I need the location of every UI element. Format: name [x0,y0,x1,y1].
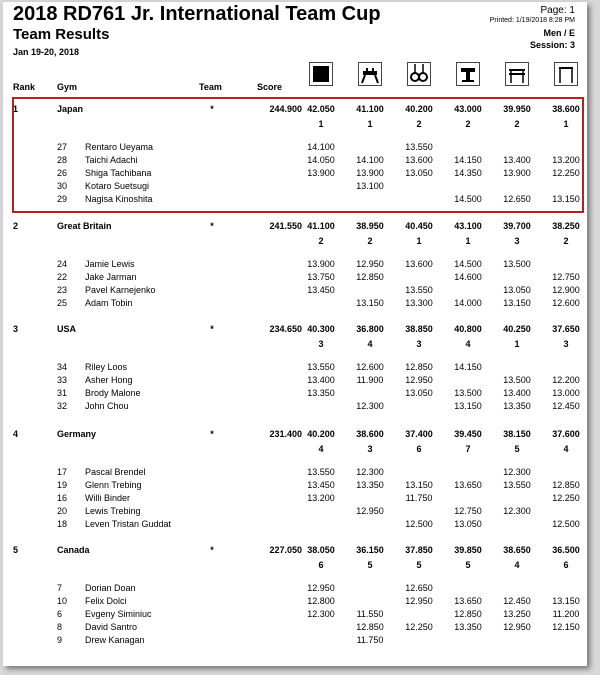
team-event-rank: 1 [563,119,569,129]
athlete-name: Pavel Karnejenko [85,285,156,295]
athlete-event-score: 14.100 [307,142,335,152]
athlete-event-score: 14.150 [454,155,482,165]
floor-exercise-icon [309,62,333,86]
athlete-event-score: 13.550 [307,467,335,477]
athlete-event-score: 13.550 [405,285,433,295]
team-event-rank: 4 [318,444,324,454]
athlete-event-score: 11.750 [405,493,433,503]
team-event-score: 40.250 [503,324,531,334]
athlete-event-score: 13.500 [454,388,482,398]
athlete-event-score: 12.300 [503,506,531,516]
athlete-event-score: 14.500 [454,194,482,204]
team-event-rank: 3 [563,339,569,349]
athlete-event-score: 13.050 [454,519,482,529]
athlete-number: 20 [57,506,68,516]
vault-icon [456,62,480,86]
athlete-event-score: 13.400 [307,375,335,385]
team-event-rank: 4 [563,444,569,454]
athlete-name: David Santro [85,622,138,632]
athlete-event-score: 13.500 [503,259,531,269]
athlete-event-score: 13.350 [307,388,335,398]
athlete-event-score: 12.900 [552,285,580,295]
athlete-number: 30 [57,181,68,191]
athlete-number: 24 [57,259,68,269]
team-event-rank: 5 [465,560,471,570]
athlete-event-score: 12.300 [356,401,384,411]
athlete-event-score: 12.600 [356,362,384,372]
athlete-event-score: 13.150 [405,480,433,490]
athlete-number: 29 [57,194,68,204]
athlete-event-score: 12.950 [307,583,335,593]
team-event-score: 37.650 [552,324,580,334]
athlete-name: Felix Dolci [85,596,127,606]
team-event-score: 39.700 [503,221,531,231]
team-column-header: Team [199,82,222,92]
team-event-rank: 2 [465,119,471,129]
team-name: Japan [57,104,84,114]
athlete-event-score: 13.550 [503,480,531,490]
team-event-rank: 6 [416,444,422,454]
team-event-rank: 2 [367,236,373,246]
team-event-rank: 3 [367,444,373,454]
athlete-name: Evgeny Siminiuc [85,609,152,619]
highlight-box [12,97,584,213]
athlete-number: 26 [57,168,68,178]
team-rank: 4 [13,429,19,439]
team-total-score: 227.050 [269,545,302,555]
athlete-event-score: 12.500 [552,519,580,529]
athlete-name: Adam Tobin [85,298,133,308]
team-total-score: 231.400 [269,429,302,439]
athlete-event-score: 11.750 [356,635,384,645]
athlete-event-score: 12.650 [405,583,433,593]
printed-timestamp: Printed: 1/19/2018 8:28 PM [489,17,575,24]
athlete-name: Jake Jarman [85,272,137,282]
team-event-score: 38.950 [356,221,384,231]
team-total-score: 241.550 [269,221,302,231]
athlete-event-score: 12.200 [552,375,580,385]
team-event-score: 37.400 [405,429,433,439]
athlete-event-score: 12.250 [552,168,580,178]
athlete-event-score: 12.850 [454,609,482,619]
athlete-event-score: 12.750 [552,272,580,282]
athlete-event-score: 12.800 [307,596,335,606]
athlete-number: 10 [57,596,68,606]
team-event-rank: 4 [465,339,471,349]
athlete-event-score: 12.850 [356,272,384,282]
athlete-name: Riley Loos [85,362,128,372]
rank-column-header: Rank [13,82,36,92]
athlete-event-score: 13.600 [405,155,433,165]
athlete-event-score: 14.100 [356,155,384,165]
athlete-number: 16 [57,493,68,503]
athlete-name: Dorian Doan [85,583,136,593]
athlete-event-score: 13.350 [454,622,482,632]
team-event-rank: 3 [318,339,324,349]
team-event-rank: 2 [563,236,569,246]
team-event-rank: 1 [465,236,471,246]
athlete-number: 32 [57,401,68,411]
team-event-rank: 3 [514,236,520,246]
athlete-event-score: 13.450 [307,480,335,490]
athlete-event-score: 14.150 [454,362,482,372]
athlete-event-score: 11.550 [356,609,384,619]
athlete-event-score: 13.200 [552,155,580,165]
athlete-event-score: 13.550 [307,362,335,372]
team-event-rank: 6 [563,560,569,570]
team-event-score: 40.800 [454,324,482,334]
team-event-rank: 2 [416,119,422,129]
athlete-event-score: 13.750 [307,272,335,282]
athlete-number: 9 [57,635,63,645]
team-event-rank: 2 [318,236,324,246]
athlete-number: 7 [57,583,63,593]
athlete-event-score: 14.600 [454,272,482,282]
team-event-score: 37.850 [405,545,433,555]
gym-column-header: Gym [57,82,78,92]
team-event-score: 38.650 [503,545,531,555]
athlete-event-score: 13.050 [405,388,433,398]
athlete-event-score: 12.950 [405,375,433,385]
team-event-rank: 1 [416,236,422,246]
athlete-name: Brody Malone [85,388,141,398]
team-name: Great Britain [57,221,112,231]
athlete-number: 31 [57,388,68,398]
athlete-number: 34 [57,362,68,372]
athlete-event-score: 13.450 [307,285,335,295]
page-title: 2018 RD761 Jr. International Team Cup [13,3,381,25]
athlete-event-score: 13.650 [454,480,482,490]
athlete-event-score: 13.150 [552,596,580,606]
athlete-name: Asher Hong [85,375,133,385]
athlete-event-score: 12.300 [307,609,335,619]
team-flag: * [210,104,214,114]
team-event-rank: 4 [367,339,373,349]
athlete-event-score: 12.850 [405,362,433,372]
athlete-number: 25 [57,298,68,308]
athlete-number: 27 [57,142,68,152]
team-event-score: 37.600 [552,429,580,439]
team-event-rank: 3 [416,339,422,349]
athlete-event-score: 13.400 [503,388,531,398]
athlete-event-score: 12.250 [552,493,580,503]
athlete-name: Kotaro Suetsugi [85,181,150,191]
team-flag: * [210,429,214,439]
athlete-name: Shiga Tachibana [85,168,152,178]
team-event-rank: 5 [416,560,422,570]
team-event-score: 36.150 [356,545,384,555]
athlete-event-score: 12.850 [552,480,580,490]
team-total-score: 234.650 [269,324,302,334]
team-flag: * [210,545,214,555]
team-event-score: 43.000 [454,104,482,114]
team-event-score: 36.500 [552,545,580,555]
athlete-name: Taichi Adachi [85,155,138,165]
team-event-rank: 5 [367,560,373,570]
athlete-event-score: 13.350 [503,401,531,411]
team-flag: * [210,221,214,231]
athlete-event-score: 12.950 [503,622,531,632]
still-rings-icon [407,62,431,86]
team-event-rank: 4 [514,560,520,570]
athlete-event-score: 13.150 [454,401,482,411]
team-event-score: 39.450 [454,429,482,439]
team-event-score: 38.850 [405,324,433,334]
athlete-event-score: 13.600 [405,259,433,269]
athlete-number: 22 [57,272,68,282]
event-dates: Jan 19-20, 2018 [13,47,80,57]
athlete-event-score: 12.850 [356,622,384,632]
athlete-event-score: 13.500 [503,375,531,385]
athlete-name: Drew Kanagan [85,635,145,645]
athlete-number: 23 [57,285,68,295]
athlete-name: Leven Tristan Guddat [85,519,172,529]
athlete-event-score: 13.300 [405,298,433,308]
team-event-score: 42.050 [307,104,335,114]
athlete-event-score: 12.450 [552,401,580,411]
athlete-event-score: 12.500 [405,519,433,529]
athlete-event-score: 13.200 [307,493,335,503]
athlete-number: 19 [57,480,68,490]
athlete-event-score: 13.900 [356,168,384,178]
athlete-event-score: 13.050 [503,285,531,295]
athlete-name: Glenn Trebing [85,480,142,490]
athlete-event-score: 12.950 [405,596,433,606]
team-rank: 5 [13,545,19,555]
team-name: Canada [57,545,90,555]
athlete-event-score: 13.400 [503,155,531,165]
team-rank: 1 [13,104,19,114]
high-bar-icon [554,62,578,86]
team-event-rank: 5 [514,444,520,454]
athlete-event-score: 13.150 [503,298,531,308]
athlete-number: 6 [57,609,63,619]
athlete-event-score: 13.650 [454,596,482,606]
athlete-name: Jamie Lewis [85,259,135,269]
team-event-rank: 6 [318,560,324,570]
team-rank: 2 [13,221,19,231]
athlete-name: Nagisa Kinoshita [85,194,153,204]
athlete-name: John Chou [85,401,129,411]
athlete-name: Lewis Trebing [85,506,141,516]
athlete-event-score: 13.100 [356,181,384,191]
athlete-event-score: 12.750 [454,506,482,516]
athlete-number: 28 [57,155,68,165]
athlete-event-score: 12.450 [503,596,531,606]
team-event-score: 40.450 [405,221,433,231]
team-event-score: 36.800 [356,324,384,334]
score-column-header: Score [257,82,283,92]
athlete-event-score: 13.900 [307,168,335,178]
team-event-score: 41.100 [307,221,335,231]
team-event-score: 38.600 [552,104,580,114]
team-event-score: 43.100 [454,221,482,231]
athlete-event-score: 13.900 [307,259,335,269]
team-event-score: 38.600 [356,429,384,439]
team-name: USA [57,324,77,334]
athlete-event-score: 14.350 [454,168,482,178]
athlete-event-score: 12.300 [356,467,384,477]
athlete-name: Pascal Brendel [85,467,146,477]
athlete-event-score: 12.300 [503,467,531,477]
athlete-event-score: 12.150 [552,622,580,632]
athlete-event-score: 12.600 [552,298,580,308]
team-event-score: 40.300 [307,324,335,334]
athlete-event-score: 12.650 [503,194,531,204]
athlete-name: Rentaro Ueyama [85,142,154,152]
athlete-number: 33 [57,375,68,385]
team-event-score: 40.200 [405,104,433,114]
pommel-horse-icon [358,62,382,86]
session-label: Session: 3 [529,40,575,50]
team-event-rank: 1 [514,339,520,349]
athlete-event-score: 13.000 [552,388,580,398]
parallel-bars-icon [505,62,529,86]
team-event-score: 39.850 [454,545,482,555]
team-event-rank: 2 [514,119,520,129]
team-event-score: 41.100 [356,104,384,114]
athlete-name: Willi Binder [85,493,131,503]
athlete-event-score: 13.250 [503,609,531,619]
athlete-event-score: 12.950 [356,506,384,516]
athlete-event-score: 11.900 [356,375,384,385]
athlete-event-score: 12.250 [405,622,433,632]
page-number: Page: 1 [540,5,575,16]
athlete-number: 17 [57,467,68,477]
athlete-event-score: 13.900 [503,168,531,178]
team-event-rank: 1 [318,119,324,129]
results-page [3,2,587,666]
team-event-score: 38.250 [552,221,580,231]
team-rank: 3 [13,324,19,334]
athlete-event-score: 13.150 [356,298,384,308]
category-label: Men / E [543,28,575,38]
team-flag: * [210,324,214,334]
page-subtitle: Team Results [13,26,110,43]
team-total-score: 244.900 [269,104,302,114]
athlete-number: 8 [57,622,63,632]
athlete-event-score: 11.200 [552,609,580,619]
team-name: Germany [57,429,97,439]
athlete-event-score: 14.050 [307,155,335,165]
athlete-event-score: 13.050 [405,168,433,178]
athlete-event-score: 14.500 [454,259,482,269]
athlete-event-score: 13.350 [356,480,384,490]
athlete-event-score: 13.550 [405,142,433,152]
athlete-event-score: 13.150 [552,194,580,204]
team-event-score: 40.200 [307,429,335,439]
team-event-score: 38.050 [307,545,335,555]
team-event-rank: 7 [465,444,471,454]
team-event-score: 39.950 [503,104,531,114]
team-event-rank: 1 [367,119,373,129]
athlete-event-score: 12.950 [356,259,384,269]
athlete-event-score: 14.000 [454,298,482,308]
team-event-score: 38.150 [503,429,531,439]
athlete-number: 18 [57,519,68,529]
